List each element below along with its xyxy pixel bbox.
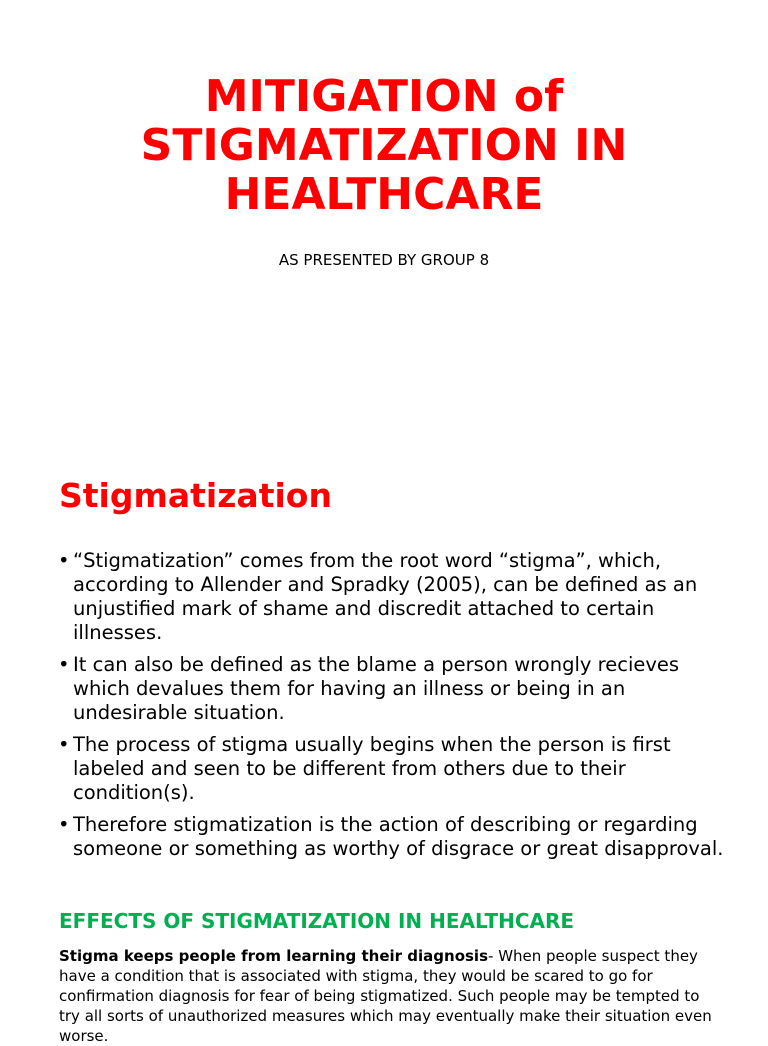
bullet-item <box>58 653 738 725</box>
bullet-icon: • <box>58 653 70 676</box>
bullet-icon: • <box>58 549 70 572</box>
effects-slide <box>0 880 768 1045</box>
bullet-item <box>58 549 738 645</box>
bullet-text: The process of stigma usually begins when the person is first labeled and seen to be different from others due to their condition(s). <box>73 733 671 804</box>
bullet-icon: • <box>58 733 70 756</box>
bullet-text: “Stigmatization” comes from the root word “stigma”, which, according to Allender and Spradky (2005), can be defined as an unjustified mark of shame and discredit attached to certain illnesses. <box>73 549 698 644</box>
stigmatization-bullet-list <box>58 549 738 869</box>
title-slide <box>0 0 768 440</box>
title-line-1: MITIGATION of <box>204 71 564 122</box>
effects-paragraph <box>59 946 719 1046</box>
bullet-text: It can also be defined as the blame a person wrongly recieves which devalues them for having an illness or being in an undesirable situation. <box>73 653 680 724</box>
effects-paragraph-bold: Stigma keeps people from learning their diagnosis <box>59 947 489 965</box>
title-line-2: STIGMATIZATION IN <box>140 120 628 171</box>
effects-paragraph-rest: - When people suspect they have a condition that is associated with stigma, they would be scared to go for confirmation diagnosis for fear of being stigmatized. Such people may be tempted to try all sorts of unauthorized measures which may eventually make their situation even worse. <box>59 947 712 1045</box>
title-line-3: HEALTHCARE <box>224 169 544 220</box>
bullet-icon: • <box>58 813 70 836</box>
bullet-text: Therefore stigmatization is the action of describing or regarding someone or something as worthy of disgrace or great disapproval. <box>73 813 724 860</box>
stigmatization-slide <box>0 440 768 880</box>
bullet-item <box>58 733 738 805</box>
presentation-title <box>40 72 728 219</box>
bullet-item <box>58 813 738 861</box>
presentation-subtitle: AS PRESENTED BY GROUP 8 <box>278 251 490 269</box>
effects-heading: EFFECTS OF STIGMATIZATION IN HEALTHCARE <box>59 909 575 933</box>
stigmatization-heading: Stigmatization <box>59 476 332 515</box>
